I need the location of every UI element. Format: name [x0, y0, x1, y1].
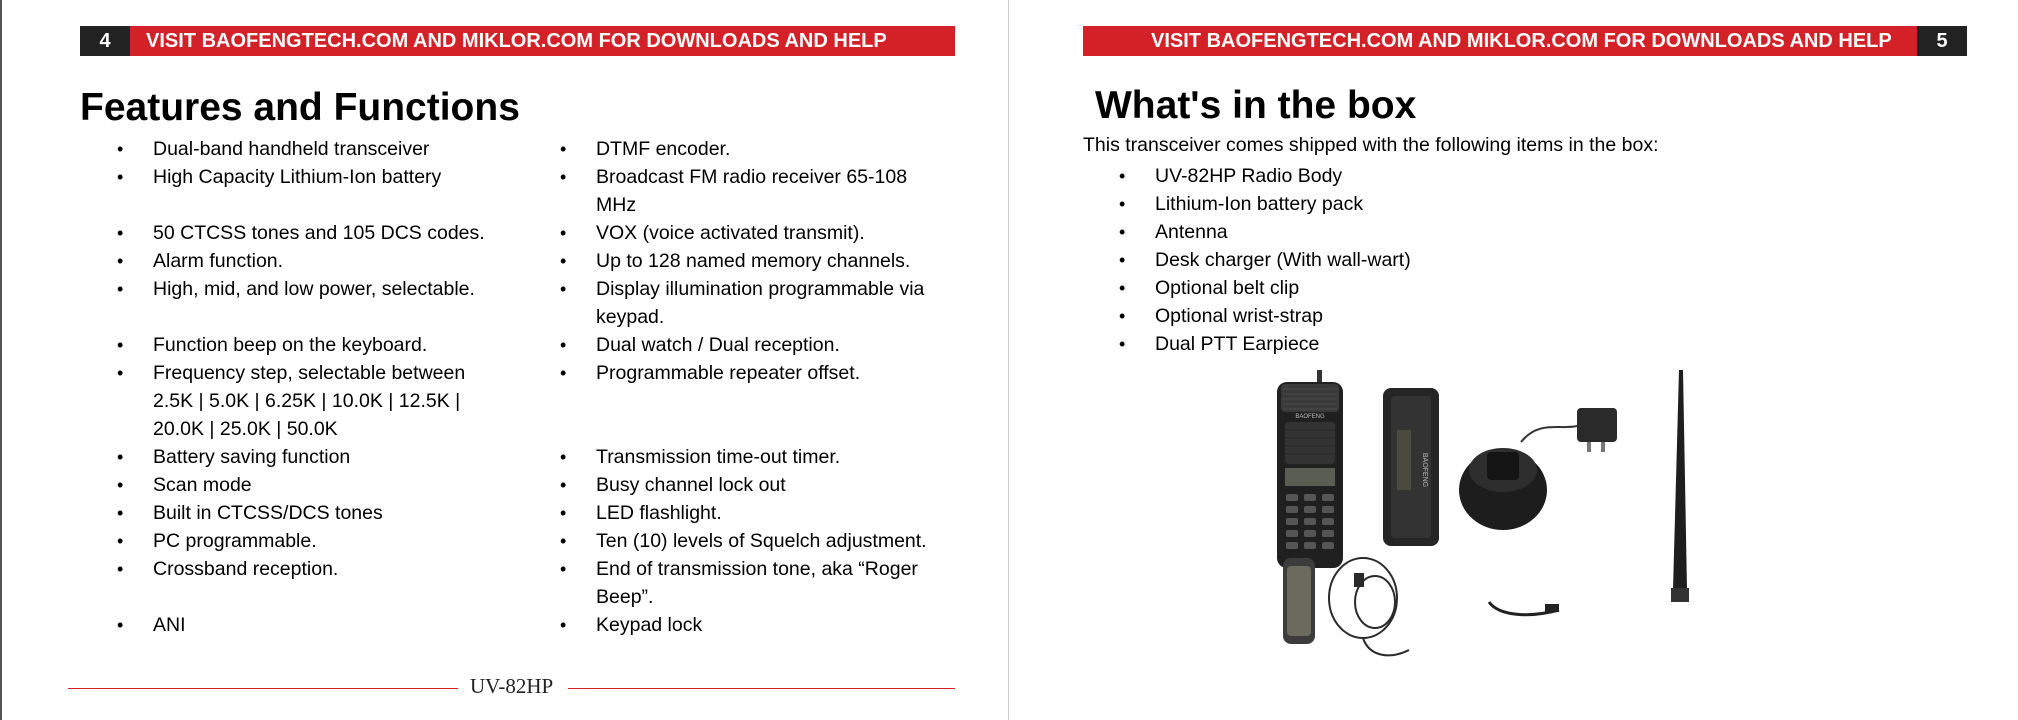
- list-item: • Antenna: [1119, 218, 1639, 246]
- right-banner: [1083, 26, 1967, 56]
- list-item: • ANI: [117, 611, 507, 639]
- radio-image: [1277, 370, 1343, 568]
- footer-model: UV-82HP: [470, 674, 554, 698]
- list-item: • Up to 128 named memory channels.: [560, 247, 950, 275]
- list-item: • Desk charger (With wall-wart): [1119, 246, 1639, 274]
- list-item: • Keypad lock: [560, 611, 950, 639]
- left-banner-text: VISIT BAOFENGTECH.COM AND MIKLOR.COM FOR DOWNLOADS AND HELP: [146, 30, 887, 52]
- list-item: • Dual watch / Dual reception.: [560, 331, 950, 359]
- battery-brand: BAOFENG: [1421, 452, 1428, 488]
- list-item: • Dual PTT Earpiece: [1119, 330, 1639, 358]
- footer-divider-right: [568, 688, 955, 689]
- left-page-number: 4: [80, 26, 130, 56]
- list-item: • UV-82HP Radio Body: [1119, 162, 1639, 190]
- list-item: • Ten (10) levels of Squelch adjustment.: [560, 527, 950, 555]
- right-page: [1008, 0, 2018, 720]
- list-item: • End of transmission tone, aka “Roger Beep”.: [560, 555, 950, 611]
- list-item: • Crossband reception.: [117, 555, 507, 583]
- list-item: • Dual-band handheld transceiver: [117, 135, 507, 163]
- belt-clip-image: [1283, 558, 1315, 644]
- product-photo: [1259, 370, 1739, 670]
- list-item: • Optional wrist-strap: [1119, 302, 1639, 330]
- list-item: • Built in CTCSS/DCS tones: [117, 499, 507, 527]
- earpiece-image: [1329, 558, 1409, 655]
- list-item: • High, mid, and low power, selectable.: [117, 275, 507, 303]
- box-contents-list: [1119, 162, 1639, 358]
- left-page: [0, 0, 1006, 720]
- footer-divider-left: [68, 688, 458, 689]
- desk-charger-image: [1459, 408, 1617, 530]
- list-item: • Scan mode: [117, 471, 507, 499]
- list-item: • 50 CTCSS tones and 105 DCS codes.: [117, 219, 507, 247]
- page-title: What's in the box: [1095, 84, 1417, 127]
- wrist-strap-image: [1489, 602, 1559, 615]
- list-item: • Alarm function.: [117, 247, 507, 275]
- right-page-number: 5: [1917, 26, 1967, 56]
- list-item: • Optional belt clip: [1119, 274, 1639, 302]
- radio-brand: BAOFENG: [1295, 414, 1325, 420]
- list-item: • Programmable repeater offset.: [560, 359, 950, 387]
- list-item: • LED flashlight.: [560, 499, 950, 527]
- antenna-image: [1671, 370, 1689, 602]
- battery-image: [1383, 388, 1439, 546]
- list-item: • Busy channel lock out: [560, 471, 950, 499]
- features-list-right: [560, 135, 950, 639]
- list-item: • VOX (voice activated transmit).: [560, 219, 950, 247]
- list-item: • Function beep on the keyboard.: [117, 331, 507, 359]
- list-item: • Frequency step, selectable between 2.5K | 5.0K | 6.25K | 10.0K | 12.5K | 20.0K | 25.0K | 50.0K: [117, 359, 507, 443]
- list-item: • PC programmable.: [117, 527, 507, 555]
- page-title: Features and Functions: [80, 86, 520, 129]
- list-item: • Transmission time-out timer.: [560, 443, 950, 471]
- list-item: • Lithium-Ion battery pack: [1119, 190, 1639, 218]
- intro-text: This transceiver comes shipped with the following items in the box:: [1083, 134, 1659, 156]
- list-item: • Broadcast FM radio receiver 65-108 MHz: [560, 163, 950, 219]
- list-item: • Display illumination programmable via keypad.: [560, 275, 950, 331]
- right-banner-text: VISIT BAOFENGTECH.COM AND MIKLOR.COM FOR DOWNLOADS AND HELP: [1151, 30, 1892, 52]
- left-banner: [80, 26, 955, 56]
- list-item: • Battery saving function: [117, 443, 507, 471]
- features-list-left: [117, 135, 507, 639]
- list-item: • DTMF encoder.: [560, 135, 950, 163]
- list-item: • High Capacity Lithium-Ion battery: [117, 163, 507, 191]
